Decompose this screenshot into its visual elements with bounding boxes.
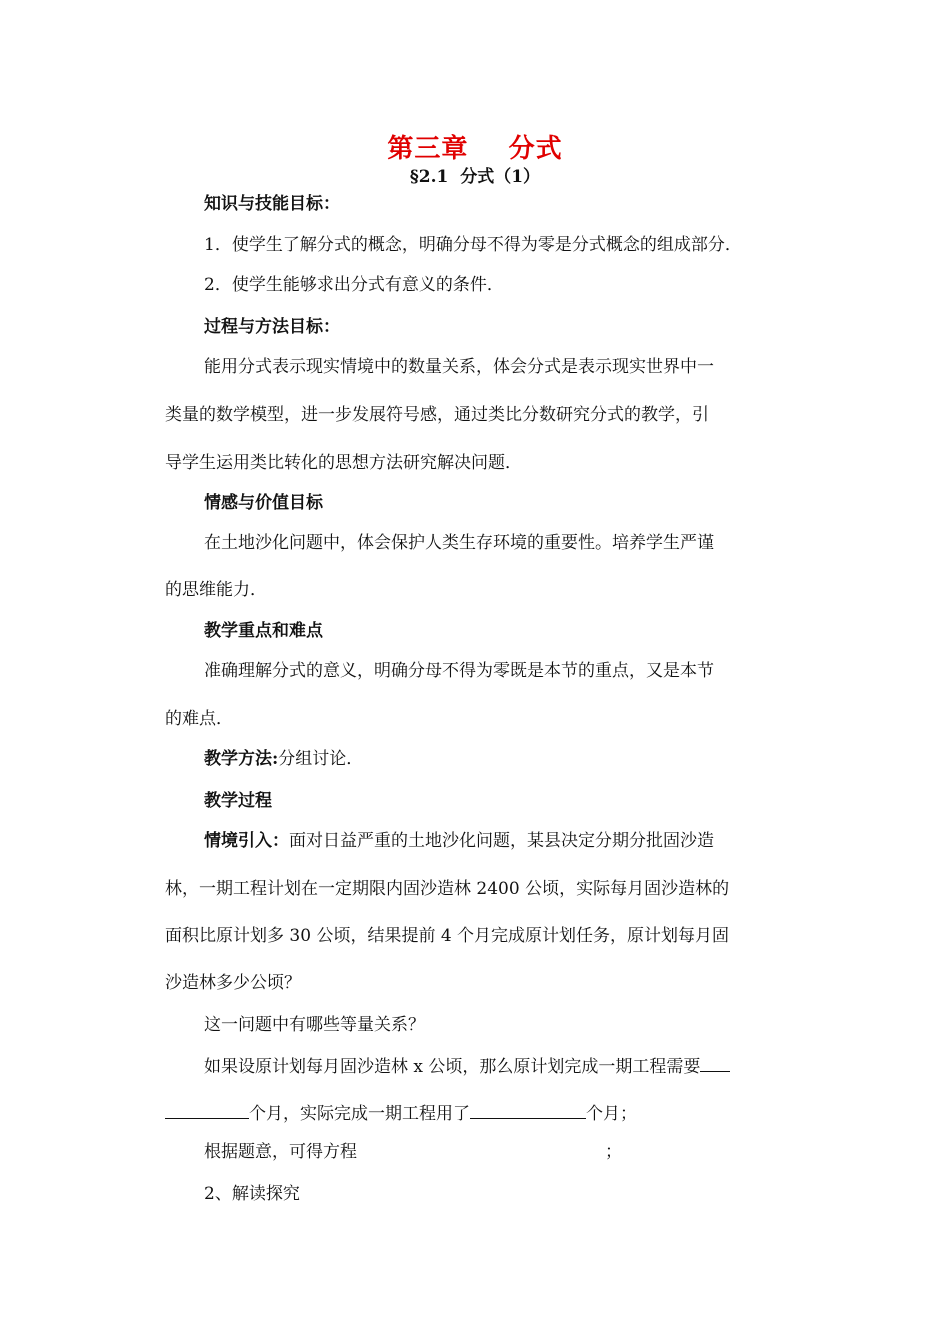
teaching-method <box>204 747 363 771</box>
intro-line-2: 林，一期工程计划在一定期限内固沙造林 2400 公顷，实际每月固沙造林的 <box>165 879 730 899</box>
emotion-heading: 情感与价值目标 <box>204 493 323 513</box>
equation-label: 根据题意，可得方程 <box>204 1142 357 1162</box>
equation-line <box>204 1140 622 1164</box>
answer-blank-1-start[interactable] <box>700 1053 730 1072</box>
chapter-title: 第三章 分式 <box>387 134 563 164</box>
fill-line-1 <box>204 1053 730 1079</box>
emotion-text-line-1: 在土地沙化问题中，体会保护人类生存环境的重要性。培养学生严谨 <box>204 533 714 553</box>
knowledge-item-1: 1．使学生了解分式的概念，明确分母不得为零是分式概念的组成部分． <box>204 235 742 255</box>
fill-text-1: 如果设原计划每月固沙造林 x 公顷，那么原计划完成一期工程需要 <box>204 1057 701 1077</box>
fill-text-2b: 个月； <box>586 1104 637 1124</box>
teaching-method-label: 教学方法: <box>204 749 279 769</box>
intro-line-4: 沙造林多少公顷？ <box>165 973 301 993</box>
intro-line-3: 面积比原计划多 30 公顷，结果提前 4 个月完成原计划任务，原计划每月固 <box>165 926 730 946</box>
teaching-process-heading: 教学过程 <box>204 791 272 811</box>
next-section-heading: 2、解读探究 <box>204 1184 300 1204</box>
answer-blank-1-end[interactable] <box>165 1100 249 1119</box>
question-line: 这一问题中有哪些等量关系？ <box>204 1015 425 1035</box>
fill-line-2 <box>165 1100 637 1126</box>
intro-label: 情境引入： <box>204 831 289 851</box>
key-points-line-2: 的难点． <box>165 709 233 729</box>
key-points-heading: 教学重点和难点 <box>204 621 323 641</box>
process-heading: 过程与方法目标： <box>204 317 340 337</box>
key-points-line-1: 准确理解分式的意义，明确分母不得为零既是本节的重点，又是本节 <box>204 661 714 681</box>
intro-line-1 <box>204 829 714 853</box>
intro-text: 面对日益严重的土地沙化问题，某县决定分期分批固沙造 <box>289 831 714 851</box>
teaching-method-value: 分组讨论． <box>278 749 364 769</box>
section-title: §2.1 分式（1） <box>409 167 541 187</box>
knowledge-heading: 知识与技能目标： <box>204 194 340 214</box>
answer-blank-2[interactable] <box>470 1100 586 1119</box>
process-text-line-3: 导学生运用类比转化的思想方法研究解决问题． <box>165 453 522 473</box>
process-text-line-1: 能用分式表示现实情境中的数量关系，体会分式是表示现实世界中一 <box>204 357 714 377</box>
process-text-line-2: 类量的数学模型，进一步发展符号感，通过类比分数研究分式的教学，引 <box>165 405 709 425</box>
knowledge-item-2: 2．使学生能够求出分式有意义的条件． <box>204 275 504 295</box>
fill-text-2a: 个月，实际完成一期工程用了 <box>249 1104 470 1124</box>
equation-end: ； <box>605 1142 622 1162</box>
emotion-text-line-2: 的思维能力． <box>165 580 267 600</box>
